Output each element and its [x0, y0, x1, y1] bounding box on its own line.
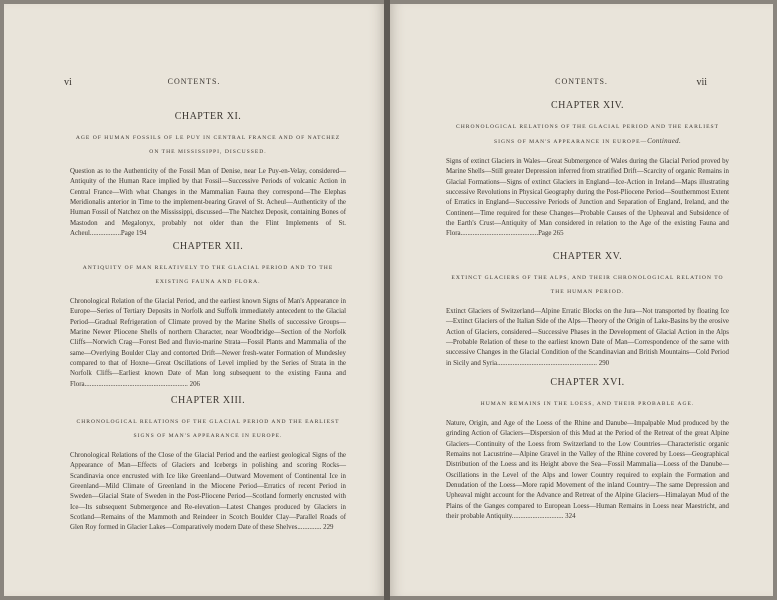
chapter-xvi [446, 377, 729, 522]
page-reference: ..................Page 194 [89, 230, 147, 238]
running-head-right: CONTENTS. [555, 77, 608, 86]
page-reference: ............................................................ 206 [84, 380, 200, 388]
running-head-left: CONTENTS. [167, 77, 221, 86]
chapter-title: CHAPTER XII. [172, 241, 244, 252]
chapter-title: CHAPTER XVI. [550, 377, 625, 388]
chapter-title: CHAPTER XI. [174, 111, 242, 122]
chapter-xiv [446, 100, 729, 240]
page-reference: .............. 229 [297, 524, 334, 532]
page-number-left: vi [64, 77, 72, 88]
page-reference: .............................................Page 265 [460, 230, 564, 238]
chapter-summary: Question as to the Authenticity of the Fossil Man of Denise, near Le Puy-en-Velay, considered—Antiquity of the Human Race implied by that Fossil—Successive Periods of volcanic Action in Central France—With what Changes in the Mammalian Fauna they correspond—The Elephas Meridionalis anterior in Time to the implement-bearing Gravel of St. Acheul—Authenticity of the Human Fossil of Natchez on the Mississippi, discussed—The Natchez Deposit, containing Bones of Mastodon and Megalonyx, probably not older than the Flint Implements of St. Acheul..................Page 194 [70, 168, 346, 238]
chapter-title: CHAPTER XV. [552, 251, 623, 262]
page-reference: .......................................................... 290 [497, 359, 610, 367]
chapter-subtitle: HUMAN REMAINS IN THE LOESS, AND THEIR PROBABLE AGE. [480, 401, 695, 407]
chapter-summary: Signs of extinct Glaciers in Wales—Great Submergence of Wales during the Glacial Period proved by Marine Shells—Still greater Depression inferred from stratified Drift—Scarcity of organic Remains in Glacial Formations—Signs of extinct Glaciers in England—Ice-Action in Ireland—Maps illustrating successive Revolutions in Physical Geography during the Post-Pliocene Period—Southernmost Extent of Erratics in England—Successive Periods of Junction and Separation of England, Ireland, and the Continent—Time required for these Changes—Probable Causes of the Upheaval and Subsidence of the Earth's Crust—Antiquity of Man considered in relation to the Age of the existing Fauna and Flora.............................................Page 265 [446, 158, 729, 238]
page-number-right: vii [696, 77, 707, 88]
chapter-subtitle: AGE OF HUMAN FOSSILS OF LE PUY IN CENTRAL FRANCE AND OF NATCHEZ ON THE MISSISSIPPI, DISCUSSED. [75, 135, 341, 155]
chapter-title: CHAPTER XIV. [550, 100, 625, 111]
chapter-xi [70, 111, 346, 239]
left-page [4, 4, 384, 596]
chapter-xv [446, 251, 729, 369]
right-page [390, 4, 773, 596]
chapter-xii [70, 241, 346, 390]
page-reference: .............................. 324 [511, 513, 576, 521]
chapter-subtitle: CHRONOLOGICAL RELATIONS OF THE GLACIAL PERIOD AND THE EARLIEST SIGNS OF MAN'S APPEARANCE IN EUROPE. [76, 419, 340, 439]
chapter-summary: Extinct Glaciers of Switzerland—Alpine Erratic Blocks on the Jura—Not transported by floating Ice—Extinct Glaciers of the Italian Side of the Alps—Theory of the Origin of Lake-Basins by the erosive Action of Glaciers, considered—Successive Phases in the Development of Glacial Action in the Alps—Probable Relation of these to the earliest known Date of Man—Correspondence of the same with successive Changes in the Glacial Condition of the Scandinavian and British Mountains—Cold Period in Sicily and Syria.......................................................... 290 [446, 308, 729, 367]
chapter-xiii [70, 395, 346, 534]
chapter-summary: Chronological Relations of the Close of the Glacial Period and the earliest geological Signs of the Appearance of Man—Effects of Glaciers and Icebergs in polishing and scoring Rocks—Scandinavia once encrusted with Ice like Greenland—Outward Movement of Continental Ice in Greenland—Mild Climate of Greenland in the Miocene Period—Erratics of recent Period in Sweden—Glacial State of Sweden in the Post-Pliocene Period—Scotland formerly encrusted with Ice—Its subsequent Submergence and Re-elevation—Latest Changes produced by Glaciers in Scotland—Remains of the Mammoth and Reindeer in Scotch Boulder Clay—Parallel Roads of Glen Roy formed in Glacier Lakes—Comparatively modern Date of these Shelves.............. 229 [70, 452, 346, 532]
chapter-subtitle: CHRONOLOGICAL RELATIONS OF THE GLACIAL PERIOD AND THE EARLIEST SIGNS OF MAN'S APPEARANCE IN EUROPE—Continued. [455, 124, 720, 145]
chapter-subtitle-continued: Continued. [647, 137, 682, 145]
chapter-subtitle: ANTIQUITY OF MAN RELATIVELY TO THE GLACIAL PERIOD AND TO THE EXISTING FAUNA AND FLORA. [82, 265, 334, 285]
chapter-summary: Nature, Origin, and Age of the Loess of the Rhine and Danube—Impalpable Mud produced by the grinding Action of Glaciers—Dispersion of this Mud at the Period of the Retreat of the great Alpine Glaciers—Continuity of the Loess from Switzerland to the Low Countries—Characteristic organic Remains not Lacustrine—Alpine Gravel in the Valley of the Rhine covered by Loess—Geographical Distribution of the Loess and its Height above the Sea—Fossil Mammalia—Loess of the Danube—Oscillations in the Level of the Alps and lower Country required to explain the Formation and Denudation of the Loess—More rapid Movement of the inland Country—The same Depression and Upheaval might account for the Advance and Retreat of the Alpine Glaciers—Himalayan Mud of the Plains of the Ganges compared to European Loess—Human Remains in Loess near Maestricht, and their probable Antiquity.............................. 324 [446, 420, 729, 521]
chapter-subtitle: EXTINCT GLACIERS OF THE ALPS, AND THEIR CHRONOLOGICAL RELATION TO THE HUMAN PERIOD. [451, 275, 724, 295]
chapter-summary: Chronological Relation of the Glacial Period, and the earliest known Signs of Man's Appearance in Europe—Series of Tertiary Deposits in Norfolk and Suffolk immediately antecedent to the Glacial Period—Gradual Refrigeration of Climate proved by the Marine Shells of successive Groups—Marine Newer Pliocene Shells of northern Character, near Woodbridge—Section of the Norfolk Cliffs—Norwich Crag—Forest Bed and fluvio-marine Strata—Fossil Plants and Mammalia of the same—Overlying Boulder Clay and contorted Drift—Newer fresh-water Formation of Mundesley compared to that of Hoxne—Great Oscillations of Level implied by the Series of Strata in the Norfolk Cliffs—Earliest known Date of Man long subsequent to the existing Fauna and Flora............................................................ 206 [70, 298, 346, 388]
chapter-title: CHAPTER XIII. [170, 395, 246, 406]
